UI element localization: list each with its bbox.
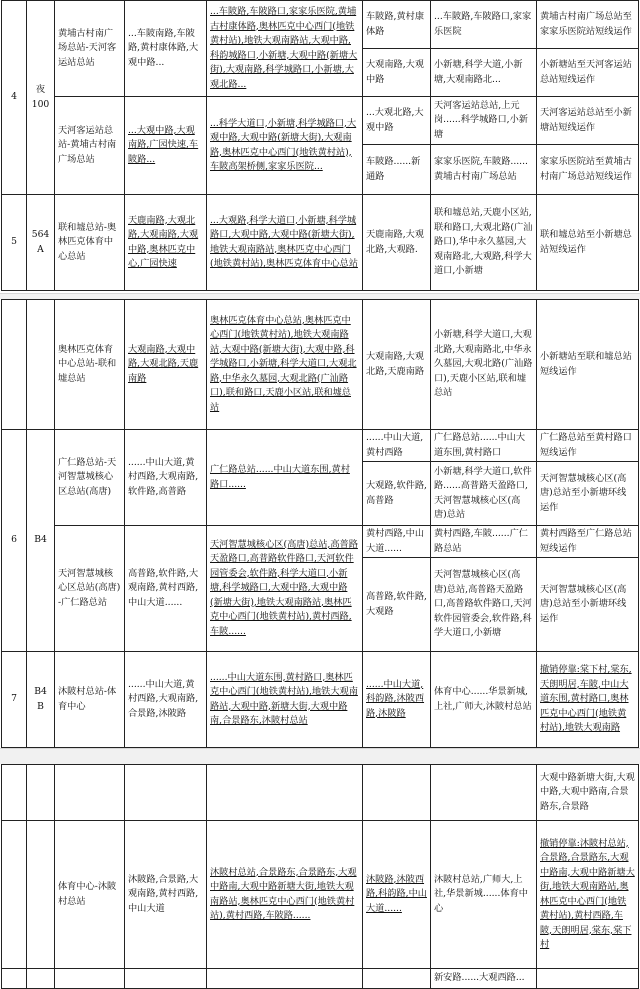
short-stops: 体育中心......华景新城,上社,广师大,沐陂村总站: [431, 652, 537, 748]
short-roads: 高普路,软件路,大观路: [363, 558, 431, 652]
blank-cell: [27, 969, 55, 989]
operation-note: 天河智慧城核心区(高唐)总站至小新塘环线运作: [537, 558, 639, 652]
origin-destination: 黄埔古村南广场总站-天河客运站总站: [55, 1, 125, 97]
blank-cell: [431, 765, 537, 821]
row-number: 5: [2, 195, 27, 291]
table-row: [2, 430, 639, 462]
short-roads: ......中山大道,黄村西路: [363, 430, 431, 462]
short-roads: 车陂路......新通路: [363, 145, 431, 195]
operation-note: 家家乐医院站至黄埔古村南广场总站短线运作: [537, 145, 639, 195]
short-roads: ......中山大道,科韵路,沐陂西路,沐陂路: [363, 652, 431, 748]
route-code: 夜 100: [27, 1, 55, 195]
operation-note: 大观中路新塘大街,大观中路,大观中路南,合景路东,合景路: [537, 765, 639, 821]
origin-destination: 广仁路总站-天河智慧城核心区总站(高唐): [55, 430, 125, 526]
blank-cell: [207, 969, 363, 989]
adjusted-roads: 天鹿南路,大观北路,大观南路,大观中路,奥林匹克中心,广园快速: [125, 195, 207, 291]
adjusted-stops: 广仁路总站......中山大道东围,黄村路口......: [207, 430, 363, 526]
adjusted-roads: ......中山大道,黄村西路,大观南路,软件路,高普路: [125, 430, 207, 526]
short-roads: 大观南路,大观中路: [363, 49, 431, 97]
route-code: B4: [27, 430, 55, 652]
operation-note: 联和墟总站至小新塘总站短线运作: [537, 195, 639, 291]
operation-note: 小新塘站至联和墟总站短线运作: [537, 300, 639, 430]
short-stops: 家家乐医院,车陂路......黄埔古村南广场总站: [431, 145, 537, 195]
table-row: [2, 526, 639, 558]
route-table-3: [1, 764, 639, 989]
table-row: [2, 195, 639, 291]
operation-note: 广仁路总站至黄村路口短线运作: [537, 430, 639, 462]
route-table-2: [1, 299, 639, 748]
table-row: [2, 765, 639, 821]
origin-destination: 天河智慧城核心区总站(高唐)-广仁路总站: [55, 526, 125, 652]
short-stops: 天河智慧城核心区(高唐)总站,高普路天盈路口,高普路软件路口,天河软件园管委会,软件路,科学大道口,小新塘: [431, 558, 537, 652]
route-code: 564 A: [27, 195, 55, 291]
adjusted-stops: 奥林匹克体育中心总站,奥林匹克中心西门(地铁黄村站),地铁大观南路站,大观中路(新塘大街),大观中路,科学城路口,小新塘,科学大道口,大观北路,中华永久墓园,大观北路(广汕路口),联和路口,天鹿小区站,联和墟总站: [207, 300, 363, 430]
origin-destination: 奥林匹克体育中心总站-联和墟总站: [55, 300, 125, 430]
short-stops: 小新塘,科学大道,小新塘,大观南路北...: [431, 49, 537, 97]
blank-cell: [2, 969, 27, 989]
blank-cell: [55, 765, 125, 821]
blank-cell: [2, 765, 27, 821]
blank-cell: [363, 969, 431, 989]
adjusted-stops: 天河智慧城核心区(高唐)总站,高普路天盈路口,高普路软件路口,天河软件园管委会,软件路,科学大道口,小新塘,科学城路口,大观中路,大观中路(新塘大街),地铁大观南路站,奥林匹克中心西门(地铁黄村站),黄村西路,车陂......: [207, 526, 363, 652]
blank-cell: [125, 969, 207, 989]
blank-cell: [27, 821, 55, 969]
short-roads: 车陂路,黄村康体路: [363, 1, 431, 49]
blank-cell: [27, 765, 55, 821]
blank-cell: [207, 765, 363, 821]
adjusted-stops: ...车陂路,车陂路口,家家乐医院,黄埔古村康体路,奥林匹克中心西门(地铁黄村站),地铁大观南路站,大观中路,科韵城路口,小新塘,大观中路(新塘大街),大观南路,科学城路口,小新塘,大观北路...: [207, 1, 363, 97]
blank-cell: [2, 300, 27, 430]
adjusted-roads: 高普路,软件路,大观南路,黄村西路,中山大道......: [125, 526, 207, 652]
operation-note: 黄村西路至广仁路总站短线运作: [537, 526, 639, 558]
origin-destination: 沐陂村总站-体育中心: [55, 652, 125, 748]
adjusted-stops: ...科学大道口,小新塘,科学城路口,大观中路,大观中路(新塘大街),大观南路,奥林匹克中心西门(地铁黄村站),车陂高架桥侧,家家乐医院...: [207, 97, 363, 195]
adjusted-stops: ......中山大道东围,黄村路口,奥林匹克中心西门(地铁黄村站),地铁大观南路站,大观中路,新塘大街,大观中路南,合景路东,沐陂村总站: [207, 652, 363, 748]
table-row: [2, 1, 639, 49]
blank-cell: [537, 969, 639, 989]
page-section-3: [0, 764, 640, 984]
origin-destination: 天河客运站总站-黄埔古村南广场总站: [55, 97, 125, 195]
adjusted-roads: 沐陂路,合景路,大观南路,黄村西路,中山大道: [125, 821, 207, 969]
short-stops: 小新塘,科学大道口,大观北路,大观南路北,中华永久墓园,大观北路(广汕路口),天鹿小区站,联和墟总站: [431, 300, 537, 430]
adjusted-roads: ......中山大道,黄村西路,大观南路,合景路,沐陂路: [125, 652, 207, 748]
table-row: [2, 97, 639, 145]
short-roads: 天鹿南路,大观北路,大观路.: [363, 195, 431, 291]
page-section-2: [0, 299, 640, 748]
operation-note: 小新塘站至天河客运站总站短线运作: [537, 49, 639, 97]
row-number: 4: [2, 1, 27, 195]
origin-destination: 联和墟总站-奥林匹克体育中心总站: [55, 195, 125, 291]
row-number: 6: [2, 430, 27, 652]
table-row: [2, 969, 639, 989]
operation-note: 天河客运站总站至小新塘站短线运作: [537, 97, 639, 145]
short-stops: 沐陂村总站,广师大,上社,华景新城......体育中心: [431, 821, 537, 969]
short-stops: 小新塘,科学大道口,软件路......高普路天盈路口,天河智慧城核心区(高唐)总站: [431, 462, 537, 526]
route-table-1: [1, 0, 639, 291]
adjusted-roads: ...车陂南路,车陂路,黄村康体路,大观中路...: [125, 1, 207, 97]
operation-note: 天河智慧城核心区(高唐)总站至小新塘环线运作: [537, 462, 639, 526]
short-stops: 广仁路总站......中山大道东围,黄村路口: [431, 430, 537, 462]
table-row: [2, 652, 639, 748]
short-stops: 新安路......大观西路...: [431, 969, 537, 989]
short-roads: 大观南路,大观北路,天鹿南路: [363, 300, 431, 430]
table-row: [2, 300, 639, 430]
short-roads: 黄村西路,中山大道......: [363, 526, 431, 558]
origin-destination: 体育中心-沐陂村总站: [55, 821, 125, 969]
adjusted-stops: 沐陂村总站,合景路东,合景路东,大观中路南,大观中路新塘大街,地铁大观南路站,奥林匹克中心西门(地铁黄村站),黄村西路,车陂路......: [207, 821, 363, 969]
blank-cell: [2, 821, 27, 969]
adjusted-roads: ...大观中路,大观南路,广园快速,车陂路...: [125, 97, 207, 195]
operation-note: 黄埔古村南广场总站至家家乐医院站短线运作: [537, 1, 639, 49]
adjusted-stops: ...大观路,科学大道口,小新塘,科学城路口,大观中路,大观中路(新塘大街),地铁大观南路站,奥林匹克中心西门(地铁黄村站),奥林匹克体育中心总站: [207, 195, 363, 291]
short-roads: 沐陂路,沐陂西路,科韵路,中山大道......: [363, 821, 431, 969]
short-stops: 天河客运站总站,上元岗......科学城路口,小新塘: [431, 97, 537, 145]
blank-cell: [27, 300, 55, 430]
blank-cell: [125, 765, 207, 821]
blank-cell: [363, 765, 431, 821]
route-code: B4 B: [27, 652, 55, 748]
page-section-1: [0, 0, 640, 291]
blank-cell: [55, 969, 125, 989]
operation-note: 撤销停靠:棠下村,棠东,天朗明居,车陂,中山大道东围,黄村路口,奥林匹克中心西门(地铁黄村站),地铁大观南路: [537, 652, 639, 748]
adjusted-roads: 大观南路,大观中路,大观北路,天鹿南路: [125, 300, 207, 430]
short-roads: ...大观北路,大观中路: [363, 97, 431, 145]
short-stops: ...车陂路,车陂路口,家家乐医院: [431, 1, 537, 49]
short-stops: 黄村西路,车陂......广仁路总站: [431, 526, 537, 558]
short-roads: 大观路,软件路,高普路: [363, 462, 431, 526]
short-stops: 联和墟总站,天鹿小区站,联和路口,大观北路(广汕路口),华中永久墓园,大观南路北,大观路,科学大道口,小新塘: [431, 195, 537, 291]
table-row: [2, 821, 639, 969]
row-number: 7: [2, 652, 27, 748]
operation-note: 撤销停靠:沐陂村总站,合景路,合景路东,大观中路南,大观中路新塘大街,地铁大观南路站,奥林匹克中心西门(地铁黄村站),黄村西路,车陂,天朗明居,棠东,棠下村: [537, 821, 639, 969]
